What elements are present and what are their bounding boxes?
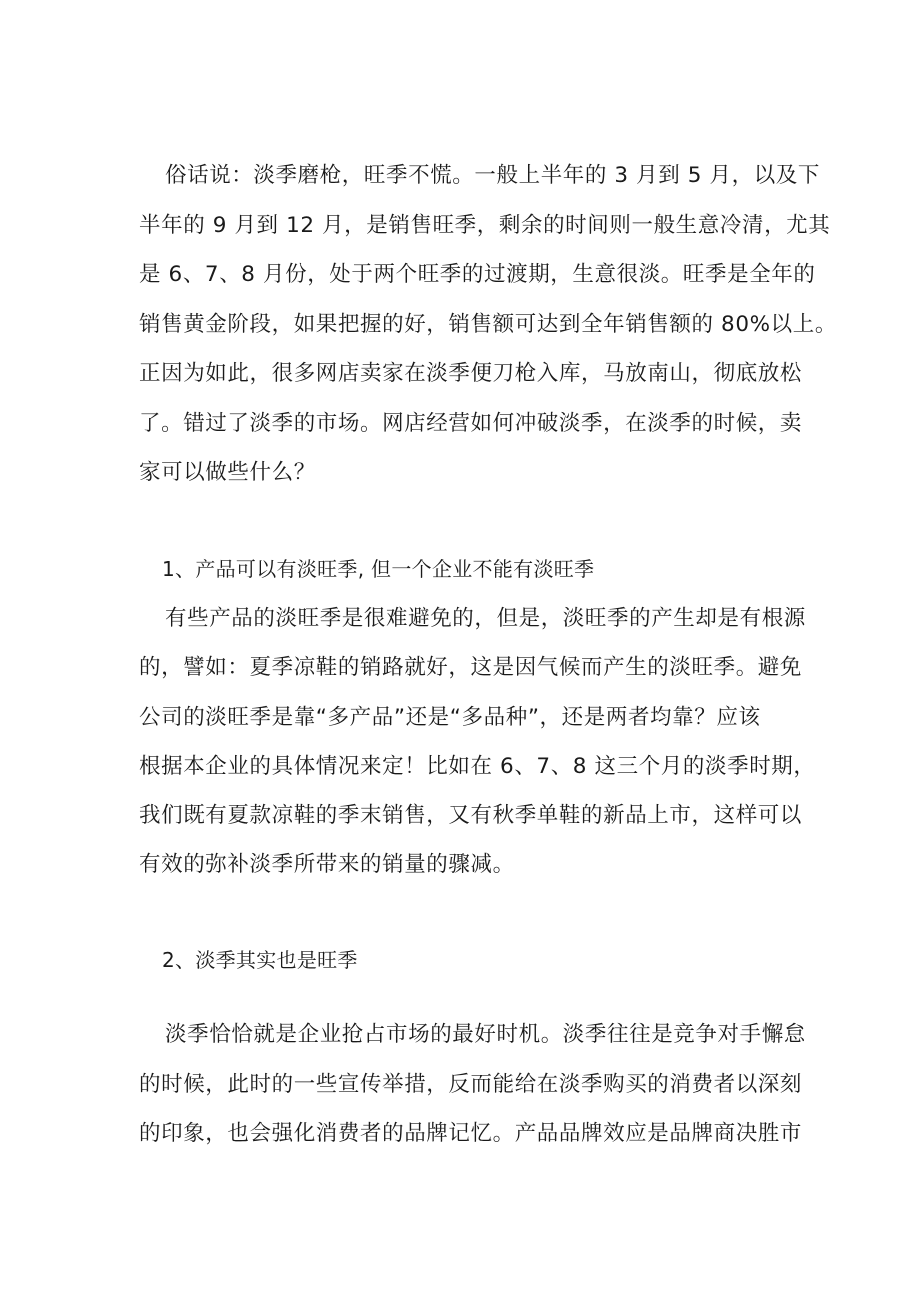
intro-line: 家可以做些什么？ — [139, 460, 316, 485]
intro-line: 了。错过了淡季的市场。网店经营如何冲破淡季，在淡季的时候，卖 — [139, 411, 803, 436]
section-2-heading: 2、淡季其实也是旺季 — [162, 948, 358, 972]
intro-line: 销售黄金阶段，如果把握的好，销售额可达到全年销售额的 80%以上。 — [139, 312, 837, 337]
section-1-line: 我们既有夏款凉鞋的季末销售，又有秋季单鞋的新品上市，这样可以 — [139, 803, 803, 828]
intro-line: 半年的 9 月到 12 月，是销售旺季，剩余的时间则一般生意冷清，尤其 — [139, 213, 831, 238]
intro-line: 俗话说：淡季磨枪，旺季不慌。一般上半年的 3 月到 5 月，以及下 — [165, 163, 820, 188]
section-1-line: 根据本企业的具体情况来定！比如在 6、7、8 这三个月的淡季时期， — [139, 754, 816, 779]
section-1-line: 的，譬如：夏季凉鞋的销路就好，这是因气候而产生的淡旺季。避免 — [139, 655, 803, 680]
section-2-line: 的时候，此时的一些宣传举措，反而能给在淡季购买的消费者以深刻 — [139, 1072, 803, 1097]
section-1-heading: 1、产品可以有淡旺季, 但一个企业不能有淡旺季 — [162, 557, 595, 581]
section-2-line: 淡季恰恰就是企业抢占市场的最好时机。淡季往往是竞争对手懈怠 — [165, 1022, 806, 1047]
section-1-line: 有些产品的淡旺季是很难避免的，但是，淡旺季的产生却是有根源 — [165, 606, 806, 631]
intro-line: 是 6、7、8 月份，处于两个旺季的过渡期，生意很淡。旺季是全年的 — [139, 262, 816, 287]
section-1-line: 公司的淡旺季是靠“多产品”还是“多品种”，还是两者均靠？应该 — [139, 705, 761, 730]
intro-line: 正因为如此，很多网店卖家在淡季便刀枪入库，马放南山，彻底放松 — [139, 361, 803, 386]
section-2-line: 的印象，也会强化消费者的品牌记忆。产品品牌效应是品牌商决胜市 — [139, 1121, 803, 1146]
section-1-line: 有效的弥补淡季所带来的销量的骤减。 — [139, 852, 515, 877]
